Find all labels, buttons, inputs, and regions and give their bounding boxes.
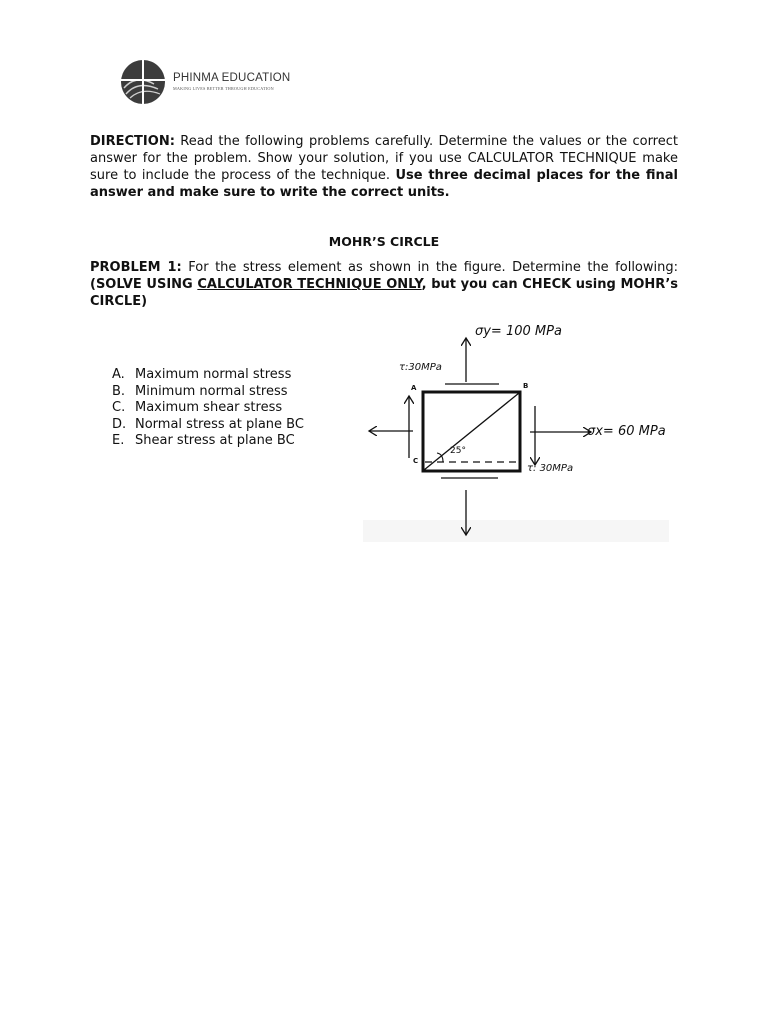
choice-letter: E.	[112, 433, 125, 448]
problem-paragraph	[90, 259, 678, 310]
choices-list	[112, 367, 304, 450]
choice-item	[112, 433, 304, 450]
corner-a-label: A	[411, 384, 417, 392]
direction-label: DIRECTION:	[90, 134, 175, 149]
sigma-y-label: σy= 100 MPa	[475, 324, 562, 339]
phinma-globe-icon	[118, 58, 168, 106]
choice-item	[112, 400, 304, 417]
tau-bottom-label: τ: 30MPa	[527, 463, 574, 474]
problem-label: PROBLEM 1:	[90, 260, 182, 275]
section-title: MOHR’S CIRCLE	[328, 234, 440, 249]
problem-instruction-close: , but you can CHECK using MOHR’s CIRCLE)	[90, 277, 678, 309]
logo-name: PHINMA EDUCATION	[173, 72, 291, 84]
direction-emphasis: Use three decimal places for the final answer and make sure to write the correct units.	[90, 168, 679, 200]
choice-item	[112, 417, 304, 434]
sigma-x-label: σx= 60 MPa	[587, 424, 666, 439]
choice-letter: B.	[112, 383, 126, 399]
stress-element-figure	[363, 320, 669, 542]
choice-letter: A.	[112, 367, 125, 382]
corner-b-label: B	[523, 382, 529, 390]
tau-top-label: τ:30MPa	[399, 362, 442, 373]
logo-tagline: MAKING LIVES BETTER THROUGH EDUCATION	[173, 86, 274, 91]
choice-letter: D.	[112, 416, 127, 432]
choice-item	[112, 367, 304, 384]
phinma-logo	[118, 58, 318, 106]
direction-paragraph	[90, 133, 678, 201]
choice-text: Minimum normal stress	[135, 383, 288, 399]
choice-text: Maximum normal stress	[135, 367, 292, 382]
choice-item	[112, 384, 304, 401]
problem-instruction-open: (SOLVE USING	[90, 277, 198, 292]
problem-instruction-underlined: CALCULATOR TECHNIQUE ONLY	[197, 277, 422, 292]
direction-text: Read the following problems carefully. Determine the values or the correct answer for the problem. Show your solution, if you use CALCULATOR TECHNIQUE make sure to include the process of the technique.	[90, 134, 678, 183]
choice-text: Normal stress at plane BC	[135, 416, 304, 432]
corner-c-label: C	[413, 457, 419, 465]
choice-text: Shear stress at plane BC	[135, 433, 295, 448]
choice-letter: C.	[112, 400, 126, 415]
problem-text: For the stress element as shown in the figure. Determine the following:	[181, 260, 678, 275]
angle-label: 25°	[450, 446, 466, 456]
choice-text: Maximum shear stress	[135, 400, 283, 415]
